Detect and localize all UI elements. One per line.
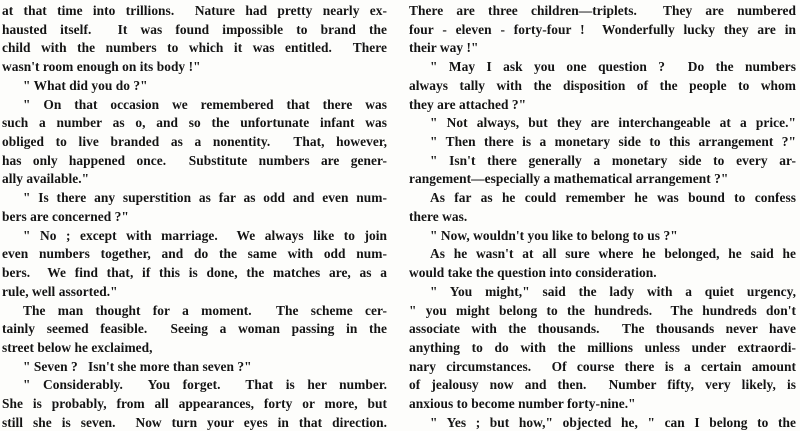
text-line: hausted itself. It was found impossible to brand the [2,21,387,37]
text-line: rule, well assorted." [2,283,118,299]
text-line: there was. [409,208,468,224]
text-line: they are attached ?" [409,96,527,112]
text-line: " Isn't there generally a monetary side to every ar- [430,152,796,168]
text-line: As he wasn't at all sure where he belonged, he said he [430,246,796,262]
text-line: their way !" [409,40,479,56]
text-line: tainly seemed feasible. Seeing a woman passing in the [2,321,387,337]
text-line: would take the question into consideration. [409,265,657,281]
text-line: " Not always, but they are interchangeable at a price." [430,115,796,131]
text-line: " Considerably. You forget. That is her number. [23,377,387,393]
text-line: anxious to become number forty-nine." [409,396,636,412]
text-column-right [409,2,796,431]
text-line: child with the numbers to which it was entitled. There [2,40,387,56]
text-line: of jealousy now and then. Number fifty, very likely, is [409,377,796,393]
text-line: at that time into trillions. Nature had pretty nearly ex- [2,3,387,18]
text-line: four - eleven - forty-four ! Wonderfully lucky they are in [409,21,796,37]
text-line: " Seven ? Isn't she more than seven ?" [23,358,252,374]
text-line: She is probably, from all appearances, forty or more, but [2,396,387,412]
text-line: " Now, wouldn't you like to belong to us ?" [430,227,678,243]
text-line: such a number as o, and so the unfortunate infant was [2,115,387,131]
text-line: nary circumstances. Of course there is a certain amount [409,358,796,374]
text-line: wasn't room enough on its body !" [2,59,201,75]
text-line: still she is seven. Now turn your eyes in that direction. [2,414,387,430]
text-line: rangement—especially a mathematical arrangement ?" [409,171,729,187]
text-line: " Yes ; but how," objected he, " can I belong to the [430,414,796,430]
text-line: has only happened once. Substitute numbers are gener- [2,152,387,168]
text-line: even numbers together, and do the same with odd num- [2,246,387,262]
text-line: As far as he could remember he was bound to confess [430,190,796,206]
text-line: " Is there any superstition as far as odd and even num- [23,190,387,206]
text-line: anything to do with the millions unless under extraordi- [409,339,796,355]
text-line: " You might," said the lady with a quiet urgency, [430,283,796,299]
text-line: " Then there is a monetary side to this arrangement ?" [430,134,796,150]
text-line: The man thought for a moment. The scheme cer- [23,302,387,318]
text-line: obliged to live branded as a nonentity. That, however, [2,134,387,150]
text-line: street below he exclaimed, [2,339,153,355]
text-line: " No ; except with marriage. We always like to join [23,227,387,243]
text-line: " you might belong to the hundreds. The hundreds don't [409,302,796,318]
text-line: bers. We find that, if this is done, the matches are, as a [2,265,387,281]
text-line: bers are concerned ?" [2,208,129,224]
text-line: " What did you do ?" [23,77,148,93]
text-line: " On that occasion we remembered that there was [23,96,387,112]
text-line: always tally with the disposition of the people to whom [409,77,796,93]
text-line: " May I ask you one question ? Do the numbers [430,59,796,75]
text-line: ally available." [2,171,90,187]
text-column-left [2,2,387,431]
text-line: associate with the thousands. The thousands never have [409,321,796,337]
text-line: There are three children—triplets. They are numbered [409,3,796,18]
